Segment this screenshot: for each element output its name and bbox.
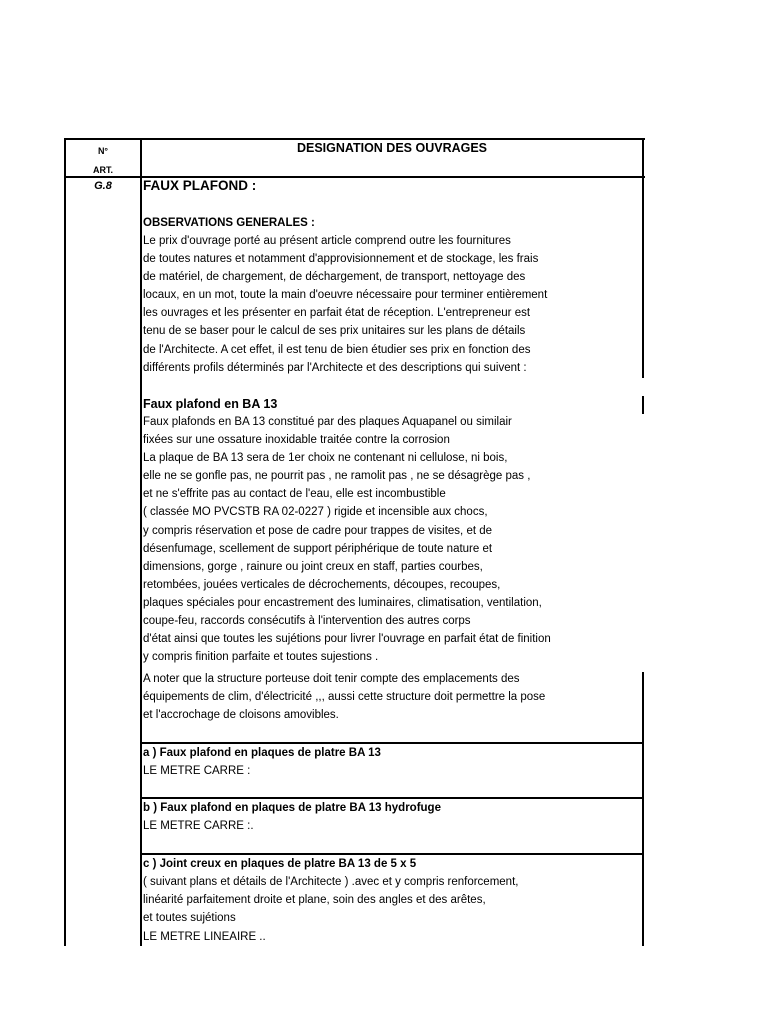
table-top-border <box>64 138 645 140</box>
table-left-border <box>64 138 66 946</box>
ba13-line: d'état ainsi que toutes les sujétions pour livrer l'ouvrage en parfait état de finition <box>143 633 551 646</box>
header-designation: DESIGNATION DES OUVRAGES <box>296 141 488 155</box>
item-c-title: c ) Joint creux en plaques de platre BA 13 de 5 x 5 <box>143 858 417 870</box>
table-right-border-mark <box>642 396 644 414</box>
ba13-heading: Faux plafond en BA 13 <box>143 397 278 411</box>
ba13-line: elle ne se gonfle pas, ne pourrit pas , ne ramolit pas , ne se désagrège pas , <box>143 470 531 483</box>
item-c-line: ( suivant plans et détails de l'Architecte ) .avec et y compris renforcement, <box>143 876 519 888</box>
table-right-border-lower <box>642 672 644 946</box>
observations-line: tenu de se baser pour le calcul de ses prix unitaires sur les plans de détails <box>143 325 526 338</box>
ba13-note-line: équipements de clim, d'électricité ,,, aussi cette structure doit permettre la pose <box>143 691 546 704</box>
item-b-unit: LE METRE CARRE :. <box>143 820 254 832</box>
ba13-line: ( classée MO PVCSTB RA 02-0227 ) rigide et incensible aux chocs, <box>143 506 488 519</box>
observations-line: de l'Architecte. A cet effet, il est tenu de bien étudier ses prix en fonction des <box>143 343 531 356</box>
ba13-line: coupe-feu, raccords consécutifs à l'intervention des autres corps <box>143 615 471 628</box>
observations-line: Le prix d'ouvrage porté au présent article comprend outre les fournitures <box>143 235 511 247</box>
column-divider <box>140 138 142 946</box>
ba13-line: y compris finition parfaite et toutes sujestions . <box>143 651 379 664</box>
header-art-label: ART. <box>93 165 113 175</box>
item-a-title: a ) Faux plafond en plaques de platre BA 13 <box>143 747 381 759</box>
ba13-note-line: et l'accrochage de cloisons amovibles. <box>143 709 339 722</box>
observations-line: locaux, en un mot, toute la main d'oeuvre nécessaire pour terminer entièrement <box>143 289 548 302</box>
item-c-line: et toutes sujétions <box>143 912 236 925</box>
ba13-line: Faux plafonds en BA 13 constitué par des plaques Aquapanel ou similair <box>143 416 512 428</box>
item-c-line: linéarité parfaitement droite et plane, soin des angles et des arêtes, <box>143 894 486 907</box>
table-right-border-upper <box>642 138 644 378</box>
observations-line: de matériel, de chargement, de déchargement, de transport, nettoyage des <box>143 271 526 284</box>
ba13-line: La plaque de BA 13 sera de 1er choix ne contenant ni cellulose, ni bois, <box>143 452 508 465</box>
ba13-note-line: A noter que la structure porteuse doit tenir compte des emplacements des <box>143 673 520 685</box>
item-c-unit: LE METRE LINEAIRE .. <box>143 931 266 943</box>
ba13-line: retombées, jouées verticales de décrochements, découpes, recoupes, <box>143 578 501 591</box>
ba13-line: désenfumage, scellement de support périphérique de toute nature et <box>143 542 493 555</box>
header-no-label: N° <box>97 146 109 156</box>
observations-text <box>143 232 547 377</box>
article-number: G.8 <box>94 180 112 192</box>
item-b-title: b ) Faux plafond en plaques de platre BA 13 hydrofuge <box>143 802 441 814</box>
ba13-text <box>143 413 551 666</box>
observations-line: de toutes natures et notamment d'approvisionnement et de stockage, les frais <box>143 253 539 266</box>
ba13-line: plaques spéciales pour encastrement des luminaires, climatisation, ventilation, <box>143 596 542 609</box>
ba13-line: fixées sur une ossature inoxidable traitée contre la corrosion <box>143 434 450 447</box>
item-a-unit: LE METRE CARRE : <box>143 765 251 777</box>
item-c-text <box>143 873 518 927</box>
ba13-line: et ne s'effrite pas au contact de l'eau, elle est incombustible <box>143 488 446 501</box>
observations-line: différents profils déterminés par l'Architecte et des descriptions qui suivent : <box>143 361 527 374</box>
ba13-line: y compris réservation et pose de cadre pour trappes de visites, et de <box>143 524 493 537</box>
ba13-line: dimensions, gorge , rainure ou joint creux en staff, parties courbes, <box>143 560 483 573</box>
article-title: FAUX PLAFOND : <box>143 178 257 193</box>
observations-heading: OBSERVATIONS GENERALES : <box>143 217 315 229</box>
observations-line: les ouvrages et les présenter en parfait état de réception. L'entrepreneur est <box>143 307 531 320</box>
ba13-note <box>143 670 545 724</box>
